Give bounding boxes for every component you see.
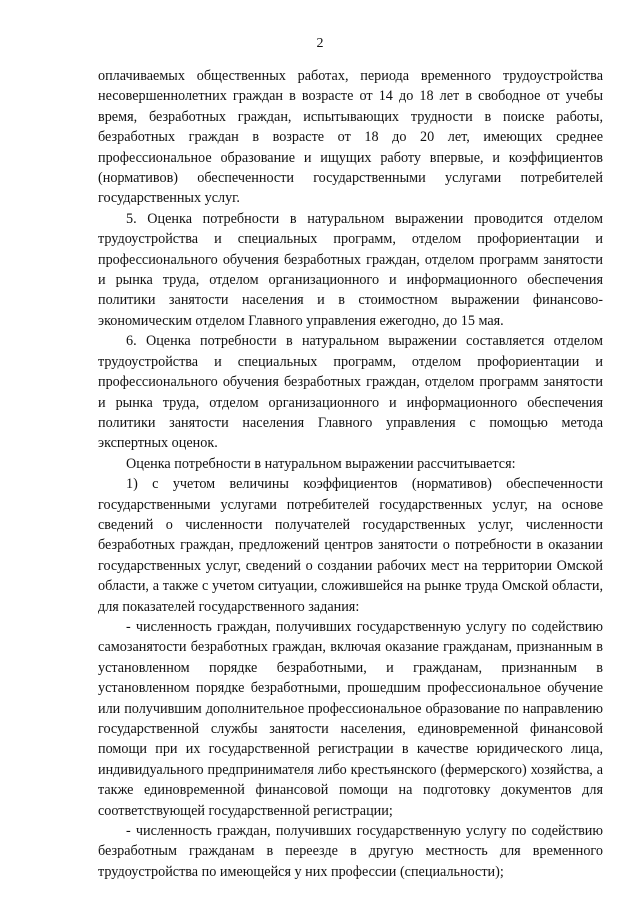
paragraph-item-5: 5. Оценка потребности в натуральном выражении проводится отделом трудоустройства и специальных программ, отделом профориентации и профессионального обучения безработных граждан, отделом программ занятости и рынка труда, отделом организационного и информационного обеспечения политики занятости населения и в стоимостном выражении финансово-экономическим отделом Главного управления ежегодно, до 15 мая.: [98, 210, 603, 329]
paragraph-assessment-intro: Оценка потребности в натуральном выражении рассчитывается:: [126, 455, 516, 472]
document-body: [98, 66, 603, 882]
list-item-relocation: - численность граждан, получивших государственную услугу по содействию безработным гражданам в переезде в другую местность для временного трудоустройства по имеющейся у них профессии (специальности);: [98, 823, 603, 880]
list-item-self-employment: - численность граждан, получивших государственную услугу по содействию самозанятости безработных граждан, включая оказание гражданам, признанным в установленном порядке безработными, и гражданам, признанным в установленном порядке безработными, прошедшим профессиональное обучение или получившим дополнительное профессиональное образование по направлению государственной службы занятости населения, единовременной финансовой помощи при их государственной регистрации в качестве юридического лица, индивидуального предпринимателя либо крестьянского (фермерского) хозяйства, а также единовременной финансовой помощи на подготовку документов для соответствующей государственной регистрации;: [98, 618, 603, 819]
paragraph-item-6: 6. Оценка потребности в натуральном выражении составляется отделом трудоустройства и специальных программ, отделом профориентации и профессионального обучения безработных граждан, отделом программ занятости и рынка труда, отделом организационного и информационного обеспечения политики занятости населения Главного управления с помощью метода экспертных оценок.: [98, 333, 603, 452]
paragraph-subitem-1: 1) с учетом величины коэффициентов (нормативов) обеспеченности государственными услугами потребителей государственных услуг, на основе сведений о численности получателей государственных услуг, численности безработных граждан, предложений центров занятости о потребности в оказании государственных услуг, сведений о создании рабочих мест на территории Омской области, а также с учетом ситуации, сложившейся на рынке труда Омской области, для показателей государственного задания:: [98, 476, 603, 615]
page-number: 2: [316, 36, 324, 51]
paragraph-continuation: оплачиваемых общественных работах, периода временного трудоустройства несовершеннолетних граждан в возрасте от 14 до 18 лет в свободное от учебы время, безработных граждан, испытывающих трудности в поиске работы, безработных граждан в возрасте от 18 до 20 лет, имеющих среднее профессиональное образование и ищущих работу впервые, и коэффициентов (нормативов) обеспеченности государственными услугами потребителей государственных услуг.: [98, 68, 603, 207]
